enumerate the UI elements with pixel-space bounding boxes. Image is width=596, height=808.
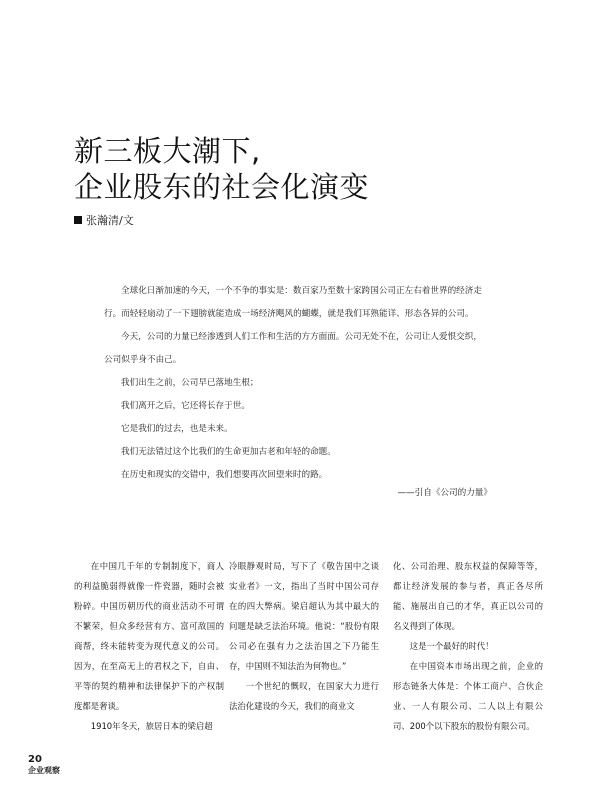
title-line-2: 企业股东的社会化演变 <box>74 170 370 204</box>
article-title <box>74 133 369 205</box>
magazine-name: 企业观察 <box>28 765 60 775</box>
paragraph: 这是一个最好的时代！ <box>409 641 494 651</box>
epigraph-line: 行。而轻轻扇动了一下翅膀就能造成一场经济飓风的蝴蝶，就是我们耳熟能详、形态各异的公司。 <box>104 309 474 319</box>
paragraph: 一个世纪的慨叹，在国家大力进行法治化建设的今天，我们的商业文 <box>229 681 379 711</box>
page-footer <box>28 754 60 776</box>
author: 张瀚清/文 <box>86 214 134 227</box>
paragraph: 1910年冬天，旅居日本的梁启超 <box>90 721 213 731</box>
epigraph-line: 我们离开之后，它还将长存于世。 <box>121 401 250 411</box>
epigraph-line: 在历史和现实的交错中，我们想要再次回望来时的路。 <box>121 470 328 480</box>
square-bullet-icon <box>74 216 82 224</box>
epigraph-line: 它是我们的过去，也是未来。 <box>121 424 233 434</box>
page-number: 20 <box>28 754 42 765</box>
epigraph-line: 公司似乎身不由己。 <box>104 355 182 365</box>
paragraph: 冷眼静观时局，写下了《敬告国中之谈实业者》一文，指出了当时中国公司存在的四大弊病。梁启超认为其中最大的问题是缺乏法治环境。他说：“股份有限公司必在强有力之法治国之下乃能生存，中国则不知法治为何物也。” <box>229 561 379 671</box>
epigraph-line: 今天，公司的力量已经渗透到人们工作和生活的方方面面。公司无处不在，公司让人爱恨交织， <box>121 332 482 342</box>
byline <box>74 214 134 228</box>
epigraph <box>104 280 496 487</box>
title-line-1: 新三板大潮下, <box>74 134 261 168</box>
epigraph-line: 全球化日渐加速的今天，一个不争的事实是：数百家乃至数十家跨国公司正左右着世界的经济走 <box>121 286 482 296</box>
paragraph: 化、公司治理、股东权益的保障等等，都让经济发展的参与者，真正各尽所能、施展出自己的才华，真正以公司的名义得到了体现。 <box>393 561 543 631</box>
paragraph: 在中国资本市场出现之前，企业的形态链条大体是：个体工商户、合伙企业、一人有限公司、二人以上有限公司、200个以下股东的股份有限公司。 <box>393 661 543 731</box>
body-column-1 <box>74 556 224 736</box>
body-column-3 <box>393 556 543 736</box>
epigraph-line: 我们无法错过这个比我们的生命更加古老和年轻的命题。 <box>121 447 336 457</box>
epigraph-source: ——引自《公司的力量》 <box>397 488 492 498</box>
body-column-2 <box>229 556 379 716</box>
epigraph-line: 我们出生之前，公司早已落地生根； <box>121 378 259 388</box>
paragraph: 在中国几千年的专制制度下，商人的利益脆弱得就像一件瓷器，随时会被粉碎。中国历朝历代的商业活动不可谓不繁荣，但众多经营有方、富可敌国的商帮，终未能转变为现代意义的公司。因为，在至高无上的君权之下，自由、平等的契约精神和法律保护下的产权制度都是奢谈。 <box>74 561 224 711</box>
